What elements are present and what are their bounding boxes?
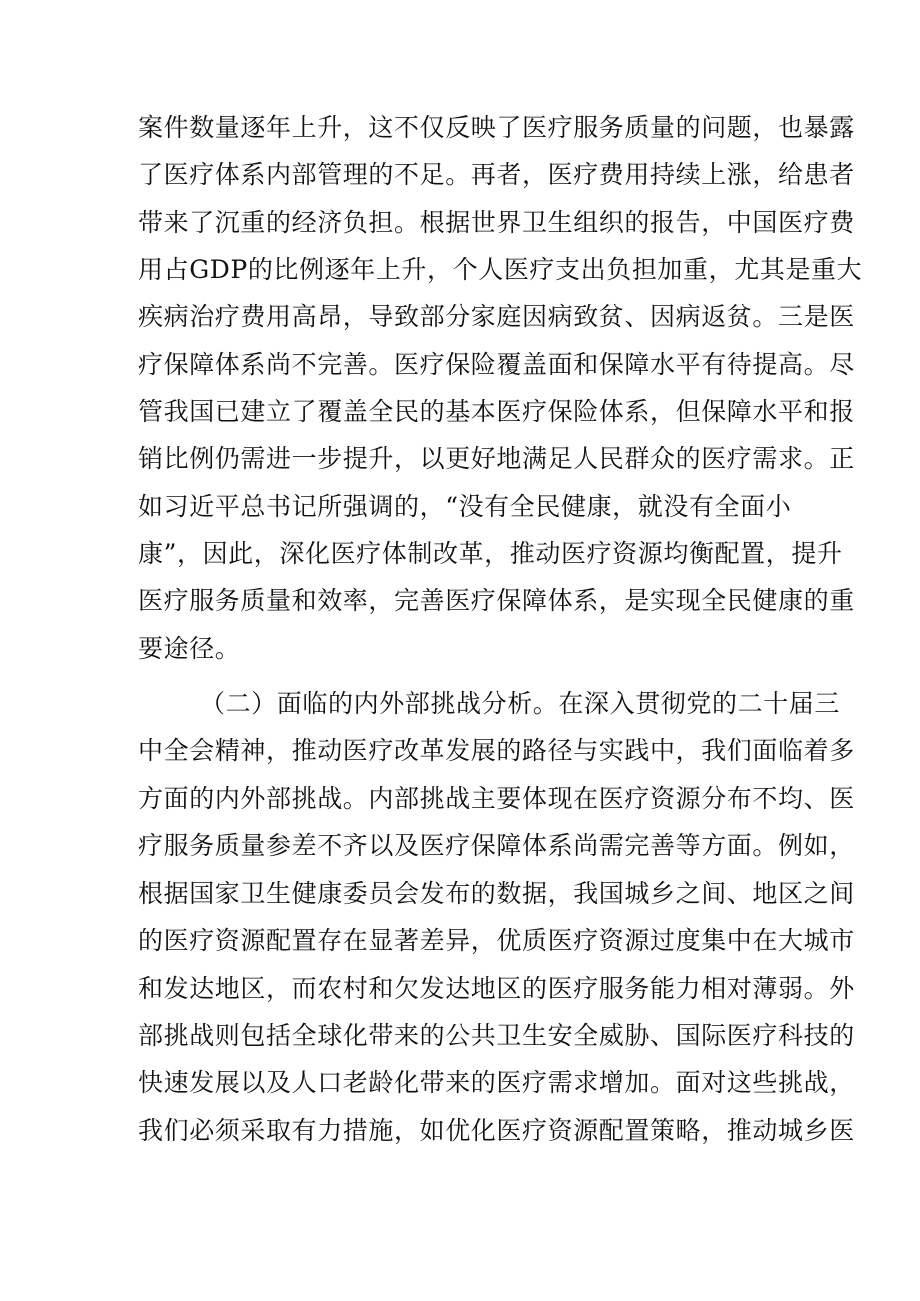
paragraph-2-line-6: 的医疗资源配置存在显著差异，优质医疗资源过度集中在大城市	[138, 926, 855, 955]
paragraph-1-line-9: 如习近平总书记所强调的，“没有全民健康，就没有全面小	[138, 492, 792, 521]
paragraph-2-line-9: 快速发展以及人口老龄化带来的医疗需求增加。面对这些挑战，	[138, 1068, 855, 1097]
paragraph-1-line-7: 管我国已建立了覆盖全民的基本医疗保险体系，但保障水平和报	[138, 397, 855, 426]
paragraph-1-line-5: 疾病治疗费用高昂，导致部分家庭因病致贫、因病返贫。三是医	[138, 302, 855, 331]
paragraph-2-line-3: 方面的内外部挑战。内部挑战主要体现在医疗资源分布不均、医	[138, 784, 855, 813]
paragraph-2-line-5: 根据国家卫生健康委员会发布的数据，我国城乡之间、地区之间	[138, 879, 855, 908]
paragraph-1-line-10: 康”，因此，深化医疗体制改革，推动医疗资源均衡配置，提升	[138, 539, 843, 568]
paragraph-1-line-1: 案件数量逐年上升，这不仅反映了医疗服务质量的问题，也暴露	[138, 113, 855, 142]
paragraph-1-line-3: 带来了沉重的经济负担。根据世界卫生组织的报告，中国医疗费	[138, 208, 855, 237]
paragraph-1-line-4: 用占GDP的比例逐年上升，个人医疗支出负担加重，尤其是重大	[138, 255, 863, 284]
paragraph-2-line-4: 疗服务质量参差不齐以及医疗保障体系尚需完善等方面。例如，	[138, 831, 855, 860]
paragraph-1-line-8: 销比例仍需进一步提升，以更好地满足人民群众的医疗需求。正	[138, 444, 855, 473]
paragraph-2-line-1: （二）面临的内外部挑战分析。在深入贯彻党的二十届三	[200, 689, 841, 718]
paragraph-1-line-6: 疗保障体系尚不完善。医疗保险覆盖面和保障水平有待提高。尽	[138, 350, 855, 379]
paragraph-1-line-2: 了医疗体系内部管理的不足。再者，医疗费用持续上涨，给患者	[138, 160, 855, 189]
paragraph-1-line-11: 医疗服务质量和效率，完善医疗保障体系，是实现全民健康的重	[138, 586, 855, 615]
paragraph-2-line-8: 部挑战则包括全球化带来的公共卫生安全威胁、国际医疗科技的	[138, 1021, 855, 1050]
paragraph-2-line-2: 中全会精神，推动医疗改革发展的路径与实践中，我们面临着多	[138, 736, 855, 765]
paragraph-1-line-12: 要途径。	[138, 634, 241, 663]
paragraph-2-line-10: 我们必须采取有力措施，如优化医疗资源配置策略，推动城乡医	[138, 1116, 855, 1145]
paragraph-2-line-7: 和发达地区，而农村和欠发达地区的医疗服务能力相对薄弱。外	[138, 974, 855, 1003]
